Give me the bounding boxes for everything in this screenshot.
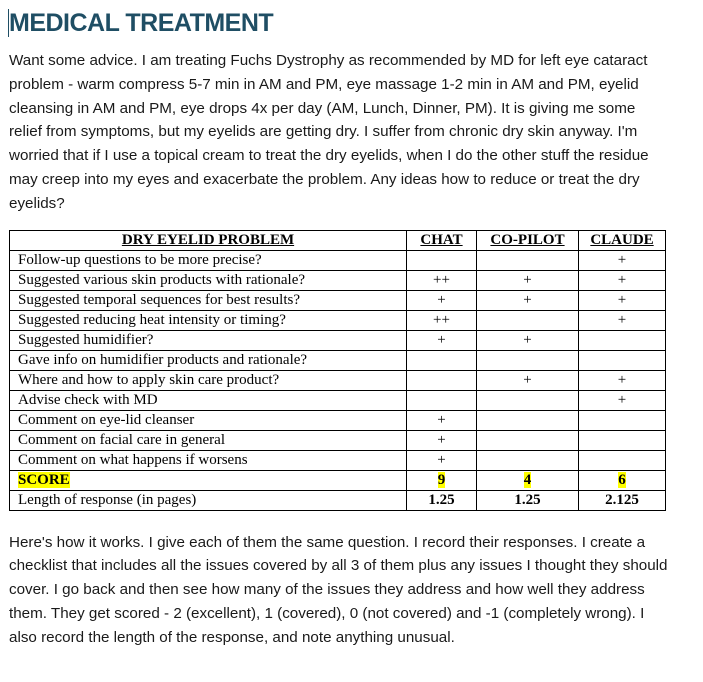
claude-mark-cell <box>579 430 666 450</box>
comparison-table <box>9 230 666 511</box>
chat-mark-cell: + <box>407 430 477 450</box>
chat-mark-cell <box>407 390 477 410</box>
chat-mark-cell: + <box>407 330 477 350</box>
table-row <box>10 390 666 410</box>
copilot-mark-cell <box>477 310 579 330</box>
claude-mark-cell: + <box>579 390 666 410</box>
table-row <box>10 310 666 330</box>
copilot-length-cell: 1.25 <box>477 490 579 510</box>
table-row <box>10 290 666 310</box>
table-row <box>10 330 666 350</box>
claude-score: 6 <box>618 471 626 488</box>
chat-length-cell: 1.25 <box>407 490 477 510</box>
criterion-cell: Follow-up questions to be more precise? <box>10 250 407 270</box>
criterion-cell: Gave info on humidifier products and rationale? <box>10 350 407 370</box>
criterion-cell: Suggested humidifier? <box>10 330 407 350</box>
criterion-cell: Suggested various skin products with rationale? <box>10 270 407 290</box>
claude-length-cell: 2.125 <box>579 490 666 510</box>
header-problem: DRY EYELID PROBLEM <box>10 230 407 250</box>
header-copilot: CO-PILOT <box>477 230 579 250</box>
claude-mark-cell <box>579 330 666 350</box>
copilot-score-cell <box>477 470 579 490</box>
chat-mark-cell: ++ <box>407 310 477 330</box>
chat-score-cell <box>407 470 477 490</box>
table-header-row <box>10 230 666 250</box>
outro-paragraph: Here's how it works. I give each of them the same question. I record their responses. I create a checklist that includes all the issues covered by all 3 of them plus any issues I thought they should cover. I go back and then see how many of the issues they address and how well they address them. They get scored - 2 (excellent), 1 (covered), 0 (not covered) and -1 (completely wrong). I also record the length of the response, and note anything unusual. <box>9 533 668 646</box>
chat-mark-cell <box>407 370 477 390</box>
chat-mark-cell <box>407 350 477 370</box>
table-row <box>10 250 666 270</box>
length-label-cell: Length of response (in pages) <box>10 490 407 510</box>
length-row <box>10 490 666 510</box>
claude-mark-cell: + <box>579 270 666 290</box>
chat-mark-cell: + <box>407 450 477 470</box>
copilot-mark-cell <box>477 450 579 470</box>
table-row <box>10 270 666 290</box>
chat-mark-cell: ++ <box>407 270 477 290</box>
table-row <box>10 430 666 450</box>
table-row <box>10 450 666 470</box>
score-label: SCORE <box>18 471 70 488</box>
claude-mark-cell <box>579 350 666 370</box>
chat-mark-cell: + <box>407 410 477 430</box>
claude-score-cell <box>579 470 666 490</box>
document-title: MEDICAL TREATMENT <box>8 9 699 37</box>
claude-mark-cell <box>579 410 666 430</box>
header-claude: CLAUDE <box>579 230 666 250</box>
copilot-mark-cell: + <box>477 330 579 350</box>
header-chat: CHAT <box>407 230 477 250</box>
chat-score: 9 <box>437 471 446 488</box>
claude-mark-cell <box>579 450 666 470</box>
intro-paragraph: Want some advice. I am treating Fuchs Dystrophy as recommended by MD for left eye cataract problem - warm compress 5-7 min in AM and PM, eye massage 1-2 min in AM and PM, eyelid cleansing in AM and PM, eye drops 4x per day (AM, Lunch, Dinner, PM). It is giving me some relief from symptoms, but my eyelids are getting dry. I suffer from chronic dry skin anyway. I'm worried that if I use a topical cream to treat the dry eyelids, when I do the other stuff the residue may creep into my eyes and exacerbate the problem. Any ideas how to reduce or treat the dry eyelids? <box>9 52 649 212</box>
table-row <box>10 410 666 430</box>
criterion-cell: Comment on eye-lid cleanser <box>10 410 407 430</box>
document-page <box>9 0 699 650</box>
criterion-cell: Comment on facial care in general <box>10 430 407 450</box>
copilot-mark-cell <box>477 350 579 370</box>
chat-mark-cell <box>407 250 477 270</box>
claude-mark-cell: + <box>579 370 666 390</box>
chat-mark-cell: + <box>407 290 477 310</box>
criterion-cell: Where and how to apply skin care product? <box>10 370 407 390</box>
claude-mark-cell: + <box>579 290 666 310</box>
criterion-cell: Comment on what happens if worsens <box>10 450 407 470</box>
copilot-mark-cell <box>477 410 579 430</box>
copilot-mark-cell <box>477 430 579 450</box>
copilot-mark-cell: + <box>477 270 579 290</box>
copilot-mark-cell <box>477 250 579 270</box>
copilot-score: 4 <box>523 471 532 488</box>
claude-mark-cell: + <box>579 310 666 330</box>
score-label-cell <box>10 470 407 490</box>
criterion-cell: Advise check with MD <box>10 390 407 410</box>
table-row <box>10 350 666 370</box>
criterion-cell: Suggested temporal sequences for best results? <box>10 290 407 310</box>
copilot-mark-cell: + <box>477 290 579 310</box>
score-row <box>10 470 666 490</box>
table-row <box>10 370 666 390</box>
criterion-cell: Suggested reducing heat intensity or timing? <box>10 310 407 330</box>
copilot-mark-cell: + <box>477 370 579 390</box>
claude-mark-cell: + <box>579 250 666 270</box>
copilot-mark-cell <box>477 390 579 410</box>
